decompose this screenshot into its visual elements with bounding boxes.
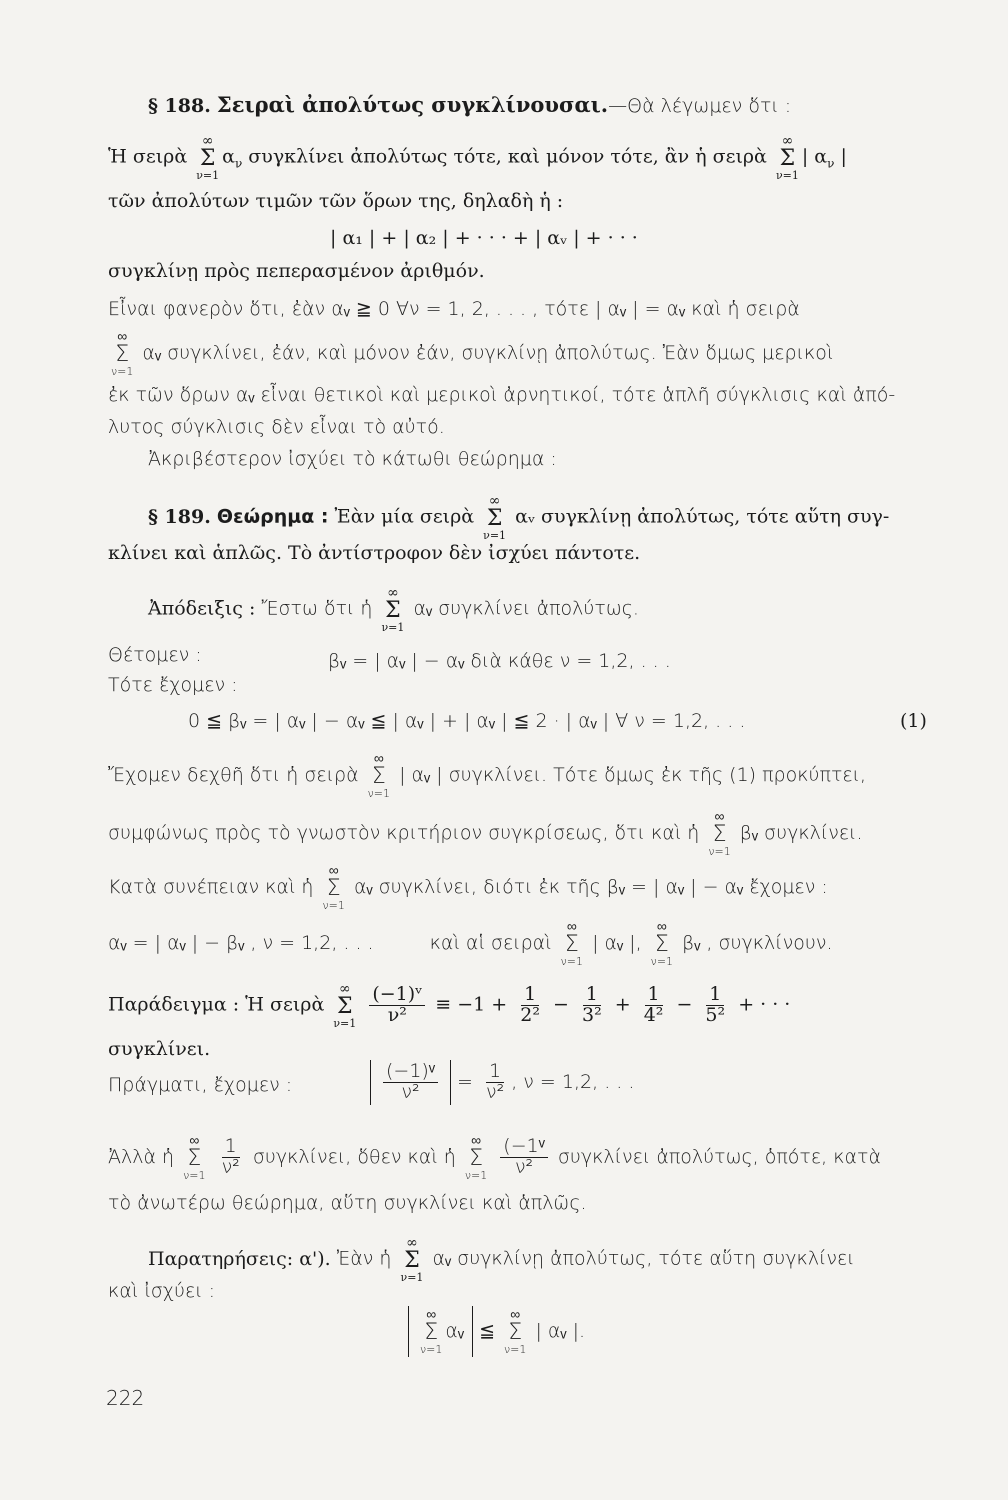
text-line: συγκλίνει.	[108, 1038, 211, 1060]
remark-inequality: ∞ Σ ν=1 αᵥ ≦ ∞ Σ ν=1 | αᵥ |.	[408, 1306, 708, 1357]
paragraph-line: Ἀλλὰ ἡ ∞ Σ ν=1 $\frac{1}{\text{ν²}}$ συγκλίνει, ὅθεν καὶ ἡ ∞ Σ ν=1 $\frac{\text{(−1ᵛ}}{\text{ν²}}$ συγκλίνει ἀπολύτως, ὁπότε, κατὰ	[108, 1133, 881, 1182]
theorem-label: Θεώρημα :	[216, 505, 329, 528]
proof-label: Ἀπόδειξις :	[148, 597, 256, 620]
section-189-heading: § 189. Θεώρημα : Ἐὰν μία σειρὰ ∞ Σ ν=1 αᵥ συγκλίνῃ ἀπολύτως, τότε αὕτη συγ-	[148, 493, 890, 542]
fraction: $\frac{1}{\text{ν²}}$	[485, 1060, 505, 1103]
paragraph-line: Εἶναι φανερὸν ὅτι, ἐὰν αᵥ ≧ 0 ∀ν = 1, 2, . . . , τότε | αᵥ | = αᵥ καὶ ἡ σειρὰ	[108, 298, 800, 320]
paragraph-line: Ἀκριβέστερον ἰσχύει τὸ κάτωθι θεώρημα :	[148, 448, 557, 470]
sigma-symbol: ∞ Σ ν=1	[183, 1133, 206, 1182]
set-formula: βᵥ = | αᵥ | − αᵥ διὰ κάθε ν = 1,2, . . .	[328, 650, 671, 672]
paragraph-line: αᵥ = | αᵥ | − βᵥ , ν = 1,2, . . . καὶ αἱ σειραὶ ∞ Σ ν=1 | αᵥ |, ∞ Σ ν=1 βᵥ , συγκλίνουν.	[108, 919, 833, 968]
have-label: Τότε ἔχομεν :	[108, 674, 238, 696]
text-line: καὶ ἰσχύει :	[108, 1280, 216, 1302]
text: συγκλίνει ἀπολύτως τότε, καὶ μόνον τότε, ἂν ἡ σειρὰ	[248, 145, 767, 168]
sigma-symbol: ∞ Σ ν=1	[775, 133, 799, 182]
paragraph-line: συμφώνως πρὸς τὸ γνωστὸν κριτήριον συγκρίσεως, ὅτι καὶ ἡ ∞ Σ ν=1 βᵥ συγκλίνει.	[108, 809, 863, 858]
fraction: $\frac{\text{(−1)ᵛ}}{\text{ν²}}$	[369, 985, 425, 1026]
sigma-symbol: ∞ Σ ν=1	[560, 919, 584, 968]
inequality-formula: 0 ≦ βᵥ = | αᵥ | − αᵥ ≦ | αᵥ | + | αᵥ | ≦ 2 · | αᵥ | ∀ ν = 1,2, . . .	[188, 710, 746, 732]
sigma-symbol: ∞ Σ ν=1	[420, 1307, 443, 1356]
fraction: $\frac{\text{(−1)ᵛ}}{\text{ν²}}$	[383, 1062, 438, 1103]
sigma-symbol: ∞ Σ ν=1	[483, 493, 507, 542]
sigma-symbol: ∞ Σ ν=1	[333, 981, 357, 1030]
equation-tag: (1)	[900, 710, 927, 732]
remarks-line: Παρατηρήσεις: α'). Ἐὰν ἡ ∞ Σ ν=1 αᵥ συγκλίνῃ ἀπολύτως, τότε αὕτη συγκλίνει	[148, 1235, 855, 1284]
remarks-label: Παρατηρήσεις: α').	[148, 1247, 331, 1270]
series-formula: | α₁ | + | α₂ | + · · · + | αᵥ | + · · ·	[330, 227, 638, 249]
sigma-symbol: ∞ Σ ν=1	[322, 863, 345, 912]
paragraph-line: Κατὰ συνέπειαν καὶ ἡ ∞ Σ ν=1 αᵥ συγκλίνει, διότι ἐκ τῆς βᵥ = | αᵥ | − αᵥ ἔχομεν :	[108, 863, 828, 912]
paragraph-line: τὸ ἀνωτέρω θεώρημα, αὕτη συγκλίνει καὶ ἁπλῶς.	[108, 1192, 587, 1214]
section-188-heading	[108, 92, 938, 119]
fraction: $\frac{1}{\text{5²}}$	[705, 983, 726, 1026]
text-line: τῶν ἀπολύτων τιμῶν τῶν ὅρων της, δηλαδὴ ἡ :	[108, 190, 564, 212]
sigma-symbol: ∞ Σ ν=1	[196, 133, 220, 182]
paragraph-line: ἐκ τῶν ὅρων αᵥ εἶναι θετικοὶ καὶ μερικοὶ ἀρνητικοί, τότε ἁπλῆ σύγκλισις καὶ ἀπό-	[108, 384, 896, 406]
fraction: $\frac{1}{\text{3²}}$	[581, 983, 602, 1026]
example-label: Παράδειγμα :	[108, 993, 240, 1016]
section-number: § 188.	[148, 95, 211, 117]
sigma-symbol: ∞ Σ ν=1	[504, 1307, 527, 1356]
paragraph-line: λυτος σύγκλισις δὲν εἶναι τὸ αὐτό.	[108, 416, 445, 438]
sigma-symbol: ∞ Σ ν=1	[650, 919, 674, 968]
absolute-value: ∞ Σ ν=1 αᵥ	[408, 1306, 473, 1357]
example-line: Παράδειγμα : Ἡ σειρὰ ∞ Σ ν=1 $\frac{\text{(−1)ᵛ}}{\text{ν²}}$ ≡ −1 + $\frac{1}{\text{2²}}$ − $\frac{1}{\text{3²}}$ + $\frac{1}{\text{4²}}$ − $\frac{1}{\text{5²}}$ + · · ·	[108, 981, 791, 1030]
fraction: $\frac{1}{\text{ν²}}$	[221, 1135, 240, 1178]
paragraph-line: ∞ Σ ν=1 αᵥ συγκλίνει, ἐάν, καὶ μόνον ἐάν, συγκλίνῃ ἀπολύτως. Ἐὰν ὅμως μερικοὶ	[111, 329, 834, 378]
sigma-symbol: ∞ Σ ν=1	[111, 329, 134, 378]
indeed-formula: $\frac{\text{(−1)ᵛ}}{\text{ν²}}$ = $\frac{1}{\text{ν²}}$ , ν = 1,2, . . .	[370, 1060, 770, 1105]
section-number: § 189.	[148, 505, 211, 528]
proof-line: Ἀπόδειξις : Ἔστω ὅτι ἡ ∞ Σ ν=1 αᵥ συγκλίνει ἀπολύτως.	[148, 585, 639, 634]
sigma-symbol: ∞ Σ ν=1	[400, 1235, 424, 1284]
set-label: Θέτομεν :	[108, 644, 202, 666]
fraction: $\frac{1}{\text{4²}}$	[643, 983, 664, 1026]
definition-line: Ἡ σειρὰ ∞ Σ ν=1 $\alpha_\nu$ συγκλίνει ἀπολύτως τότε, καὶ μόνον τότε, ἂν ἡ σειρὰ ∞ Σ ν=1 | $\alpha_\nu$ |	[108, 133, 847, 182]
fraction: $\frac{\text{(−1ᵛ}}{\text{ν²}}$	[500, 1137, 548, 1178]
sigma-symbol: ∞ Σ ν=1	[464, 1133, 488, 1182]
indeed-label: Πράγματι, ἔχομεν :	[108, 1074, 293, 1096]
absolute-value	[370, 1060, 451, 1105]
section-intro: —Θὰ λέγωμεν ὅτι :	[608, 95, 792, 117]
section-title: Σειραὶ ἀπολύτως συγκλίνουσαι.	[216, 92, 609, 117]
sigma-symbol: ∞ Σ ν=1	[708, 809, 731, 858]
sigma-symbol: ∞ Σ ν=1	[367, 751, 391, 800]
sigma-symbol: ∞ Σ ν=1	[381, 585, 405, 634]
text: Ἡ σειρὰ	[108, 145, 188, 168]
paragraph-line: Ἔχομεν δεχθῆ ὅτι ἡ σειρὰ ∞ Σ ν=1 | αᵥ | συγκλίνει. Τότε ὅμως ἐκ τῆς (1) προκύπτει,	[108, 751, 867, 800]
text-line: συγκλίνῃ πρὸς πεπερασμένον ἀριθμόν.	[108, 260, 485, 282]
fraction: $\frac{1}{\text{2²}}$	[520, 983, 540, 1026]
text-line: κλίνει καὶ ἁπλῶς. Τὸ ἀντίστροφον δὲν ἰσχύει πάντοτε.	[108, 542, 641, 564]
page-number: 222	[106, 1386, 145, 1410]
